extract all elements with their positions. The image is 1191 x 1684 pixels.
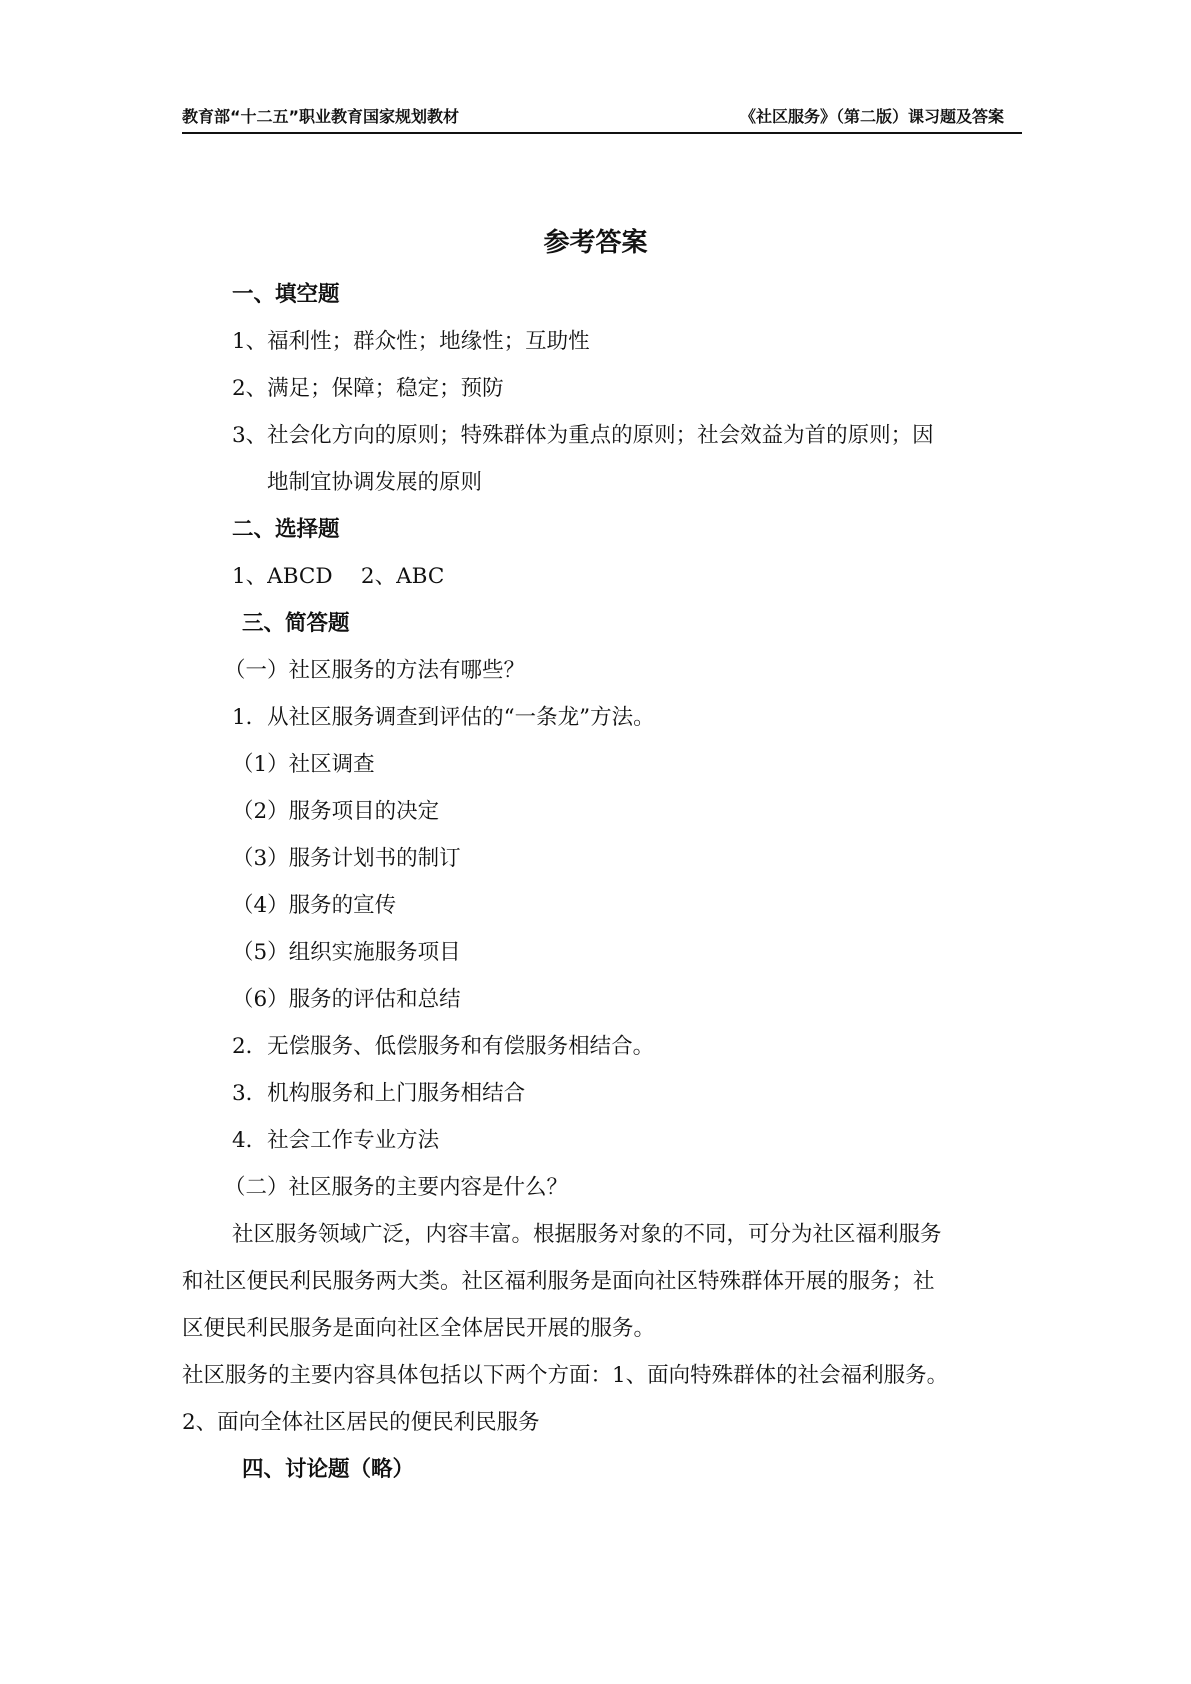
page-header bbox=[182, 100, 1022, 134]
q1-line-4: （3）服务计划书的制订 bbox=[232, 846, 461, 871]
fill-blank-answer-3: 3、社会化方向的原则；特殊群体为重点的原则；社会效益为首的原则；因 bbox=[232, 423, 934, 448]
header-left-text: 教育部“十二五”职业教育国家规划教材 bbox=[182, 107, 460, 126]
q2-line-3: 区便民利民服务是面向社区全体居民开展的服务。 bbox=[182, 1316, 656, 1341]
section-heading-fill-blank: 一、填空题 bbox=[232, 282, 340, 307]
section-heading-short-answer: 三、简答题 bbox=[242, 611, 350, 636]
q2-line-2: 和社区便民利民服务两大类。社区福利服务是面向社区特殊群体开展的服务；社 bbox=[182, 1269, 935, 1294]
q2-line-5: 2、面向全体社区居民的便民利民服务 bbox=[182, 1410, 540, 1435]
q1-line-3: （2）服务项目的决定 bbox=[232, 799, 440, 824]
q2-line-4: 社区服务的主要内容具体包括以下两个方面：1、面向特殊群体的社会福利服务。 bbox=[182, 1363, 949, 1388]
question-2: （二）社区服务的主要内容是什么？ bbox=[224, 1175, 569, 1200]
header-right-text: 《社区服务》（第二版）课习题及答案 bbox=[739, 107, 1004, 126]
fill-blank-answer-1: 1、福利性；群众性；地缘性；互助性 bbox=[232, 329, 590, 354]
q1-line-9: 3．机构服务和上门服务相结合 bbox=[232, 1081, 526, 1106]
q2-line-1: 社区服务领域广泛，内容丰富。根据服务对象的不同，可分为社区福利服务 bbox=[232, 1222, 942, 1247]
question-1: （一）社区服务的方法有哪些？ bbox=[224, 658, 526, 683]
q1-line-10: 4．社会工作专业方法 bbox=[232, 1128, 440, 1153]
page-title: 参考答案 bbox=[543, 228, 648, 258]
section-heading-choice: 二、选择题 bbox=[232, 517, 340, 542]
q1-line-8: 2．无偿服务、低偿服务和有偿服务相结合。 bbox=[232, 1034, 655, 1059]
fill-blank-answer-3-cont: 地制宜协调发展的原则 bbox=[267, 470, 483, 495]
choice-answers: 1、ABCD 2、ABC bbox=[232, 564, 445, 589]
q1-line-6: （5）组织实施服务项目 bbox=[232, 940, 461, 965]
section-heading-discussion: 四、讨论题（略） bbox=[242, 1457, 415, 1482]
q1-line-1: 1．从社区服务调查到评估的“一条龙”方法。 bbox=[232, 705, 655, 730]
fill-blank-answer-2: 2、满足；保障；稳定；预防 bbox=[232, 376, 504, 401]
q1-line-5: （4）服务的宣传 bbox=[232, 893, 397, 918]
q1-line-7: （6）服务的评估和总结 bbox=[232, 987, 461, 1012]
q1-line-2: （1）社区调查 bbox=[232, 752, 375, 777]
